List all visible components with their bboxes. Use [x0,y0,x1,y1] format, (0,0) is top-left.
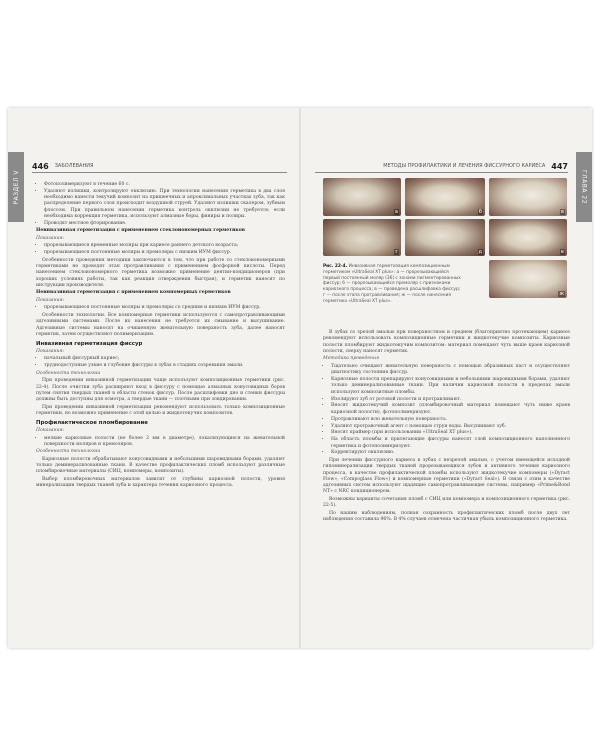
page-number: 446 [32,161,49,171]
list-item: • Фотополимеризуют в течение 60 с. [44,182,285,188]
paragraph: Возможны варианты сочетания пломб с СИЦ или компомера и композиционного герметика (рис. 22-5). [323,496,570,509]
subheading: Неинвазивная герметизация с применением компомерных герметиков [36,290,231,296]
label: Особенности технологии [36,370,101,376]
list-item: • Тщательно очищают жевательную поверхность с помощью абразивных паст и осуществляют диагностику состояния фиссур. [331,364,570,377]
left-text-column [36,182,285,491]
list-item: • прорезывающиеся постоянные моляры и премоляры с низким ИУМ фиссур. [44,250,285,256]
label: Показания: [36,235,65,241]
list-item: • На область пломбы и прилегающие фиссуры наносят слой композиционного наполненного герметика и фотополимеризуют. [331,437,570,450]
tooth-photo: д [405,219,485,256]
label: Показания: [36,428,65,434]
tooth-photo: в [489,178,567,216]
label: Особенности технологии [36,449,101,455]
paragraph: При проведении инвазивной герметизации рекомендуют использовать только композиционные герметики, но возможно применение с этой целью и жидкотекучих композитов. [36,404,285,416]
list-item: • прорезывающиеся временные моляры при кариесе раннего детского возраста; [44,243,285,249]
indications-list [36,243,285,256]
right-text-column [323,330,570,524]
left-page [8,108,299,648]
tooth-photo: ж [489,260,567,298]
paragraph: Кариозные полости обрабатывают конусовидными и небольшими шаровидными борами, удаляют только деминерализованные ткани. В качестве профилактических пломб используют различные пломбировочные материалы (СИЦ, компомеры, композиты). [36,456,285,475]
list-item: • Протравливают всю жевательную поверхность. [331,417,570,423]
list-item: • начальный фиссурный кариес; [44,356,285,362]
list-item: • Вносят праймер (при использовании «UltraSeal XT plus»). [331,430,570,436]
indications-list [36,305,285,311]
paragraph: В зубах со зрелой эмалью при поверхностном и среднем (благоприятно протекающем) кариесе рекомендуют использовать композиционные герметики и жидкотекучие композиты. Кариозные полости пломбируют жидкотекучим композитом: материал помещают чуть выше краев кариозной полости, сверху наносят герметик. [323,330,570,354]
indications-list [36,356,285,369]
section-tab: РАЗДЕЛ V [8,152,24,222]
label: Показания: [36,297,65,303]
caption-text: Инвазивная герметизация композиционным герметиком «UltraSeal XT plus»: а — прорезывающийся первый постоянный моляр (36) с зонами пигментированных фиссур; б — прорезывающийся премоляр с признаками кариозного процесса; в — проведена расшлифовка фиссур; г — после этапа протравливания; ж — после нанесения герметика «UltraSeal XT plus». [323,264,461,304]
tooth-photo: г [323,219,401,256]
tooth-photo: е [489,219,567,256]
subheading: Неинвазивная герметизация с применением стеклоиономерных герметиков [36,228,245,234]
list-item: • Проводят местное фторирование. [44,221,285,227]
tooth-photo: б [405,178,485,216]
method-list [323,364,570,457]
page-number: 447 [551,161,568,171]
heading: Профилактическое пломбирование [36,420,148,427]
list-item: • Кариозные полости препарируют конусовидными и небольшими шаровидными борами, удаляют только деминерализованные ткани. При наличии кариозной полости в пределах эмали используют композитные пломбы. [331,377,570,396]
list-item: • труднодоступные узкие и глубокие фиссуры в зубах в стадиях созревания эмали. [44,363,285,369]
list-item: • Вносят жидкотекучий композит (пломбировочный материал помещают чуть ниже краев кариозной полости), фотополимеризуют. [331,403,570,416]
list-item: • Изолируют зуб от ротовой полости и протравливают. [331,397,570,403]
paragraph: При проведении инвазивной герметизации чаще используют композиционные герметики (рис. 22-4). После очистки зуба расширяют вход в фиссуру с помощью алмазных конусовидных боров путем снятия твердых тканей в области стенок фиссур. После расшлифовки дно и стенки фиссуры должны быть доступны для осмотра, а твердые ткани — плотными при зондировании. [36,378,285,403]
tooth-photo: а [323,178,401,216]
running-header [32,160,287,173]
book-spread [8,108,592,648]
heading: Инвазивная герметизация фиссур [36,341,143,348]
running-header [315,160,568,173]
right-page [301,108,592,648]
paragraph: По нашим наблюдениям, полная сохранность профилактических пломб после двух лет наблюдения составила 96%. В 4% случаев отмечена частичная убыль композиционного герметика. [323,510,570,522]
list-item: • мелкие кариозные полости (не более 2 мм в диаметре), локализующиеся на жевательной поверхности моляров и премоляров. [44,436,285,449]
paragraph: Особенности проведения методики заключаются в том, что при работе со стеклоиономерными герметиками не проводят этап протравливания с применением фосфорной кислоты. Перед нанесением стеклоиономерного герметика возможно применение дентин-кондиционеров (при хороших условиях работы, так как реакция отверждения быстрая), и герметик наносят по инструкции производителя. [36,257,285,288]
paragraph: Особенности технологии. Все компомерные герметики используются с самопротравливающими адгезивными системами. После их нанесения не требуется их смывание и высушивание. Адгезивные системы наносят на очищенную жевательную поверхность зуба, далее наносят герметик, затем осуществляют полимеризацию. [36,312,285,337]
running-title: МЕТОДЫ ПРОФИЛАКТИКИ И ЛЕЧЕНИЯ ФИССУРНОГО КАРИЕСА [383,163,546,169]
list-item: • Удаляют протравочный агент с помощью струи воды. Высушивают зуб. [331,424,570,430]
list-item: • Удаляют излишки, контролируют окклюзию. При технологии нанесения герметика в два слоя необходимо нанести текучий композит на пришеечных и апроксимальных участках зуба, так как распределение первого слоя происходит воздушной струей. Удаляют излишки скалером, зубным флоссом. При правильном нанесении герметика контроль окклюзии не требуется; если необходима коррекция герметика, используют алмазные боры, финиры и полиры. [44,189,285,220]
figure-caption [323,264,463,305]
list-item: • Корректируют окклюзию. [331,450,570,456]
paragraph: Выбор пломбировочных материалов зависит от глубины кариозной полости, уровня минерализации твердых тканей зуба и характера течения кариозного процесса. [36,476,285,489]
label: Методика проведения [323,356,380,362]
steps-list [36,182,285,227]
label: Показания: [36,348,65,354]
list-item: • прорезывающиеся постоянные моляры и премоляры со средним и низким ИУМ фиссур. [44,305,285,311]
chapter-tab: ГЛАВА 22 [576,152,592,222]
paragraph: При лечении фиссурного кариеса в зубах с незрелой эмалью, с учетом имеющейся исходной гипоминерализации твердых тканей прорезывающихся зубов и активного течения кариозного процесса, в качестве профилактической пломбы используют жидкотекучие компомеры («Dyract Flow», «Compoglass Flow») и компомерные герметики («Dyract Seal»). В связи с этим в качестве адгезивных систем используют щадящие самопротравливающие системы, например «Prime&Bond NT» с NRC кондиционером. [323,457,570,495]
caption-label: Рис. 22-4. [323,264,348,269]
running-title: ЗАБОЛЕВАНИЯ [54,163,94,169]
indications-list [36,436,285,449]
